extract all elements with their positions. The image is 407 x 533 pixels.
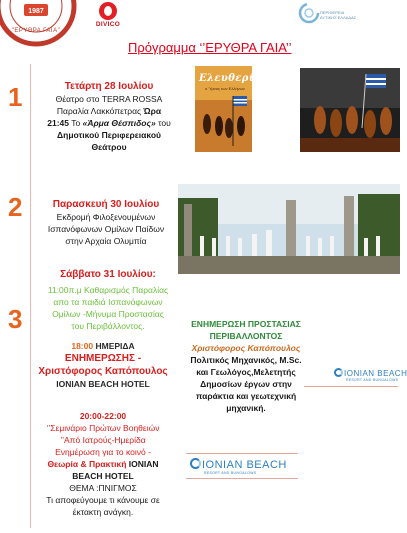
first-aid-desc: έκτακτη ανάγκη. [72,507,134,517]
ionian-swirl-icon [334,368,343,377]
first-aid-block [28,410,178,518]
seminar-time-label: 18:00 ΗΜΕΡΙΔΑ [71,341,135,351]
speaker-bio: μηχανική. [226,403,266,413]
event-1 [34,80,184,153]
ionian-logo-text: IONIAN BEACH [344,369,407,378]
region-swirl-icon [298,2,320,24]
event-2-date: Παρασκευή 30 Ιουλίου [52,199,160,210]
ionian-divider [304,386,398,387]
speaker-bio: Πολιτικός Μηχανικός, M.Sc. [190,355,302,365]
speaker-bio: παράκτια και γεωτεχνική [195,391,297,401]
event-number-2: 2 [8,192,23,222]
cleanup-line: του Περιβάλλοντος. [71,321,145,331]
first-aid-line: Ενημέρωση για το κοινό - [55,447,151,457]
seminar-block [28,340,178,390]
event-2 [36,198,176,247]
first-aid-line: Θεωρία & Πρακτική IONIAN [47,459,159,469]
seminar-venue: IONIAN BEACH HOTEL [56,379,150,389]
event-2-line: στην Αρχαία Ολυμπία [65,236,147,246]
speaker-bio: και Γεωλόγος,Μελετητής [196,367,296,377]
seal-year: 1987 [28,8,44,15]
ionian-beach-logo [334,368,407,382]
speaker-name: Χριστόφορος Καπόπουλος [191,343,301,353]
cleanup-line: Ομίλων -Μήνυμα Προστασίας [52,309,164,319]
event-2-line: Ισπανόφωνων Ομίλων Παίδων [47,224,165,234]
event-number-1: 1 [8,82,23,112]
divico-logo [88,2,128,32]
ionian-swirl-icon [190,458,201,469]
poster-title: Ελευθερία [199,73,263,84]
ionian-logo-tagline: RESORT AND BUNGALOWS [346,378,399,382]
speaker-heading: ΕΝΗΜΕΡΩΣΗ ΠΡΟΣΤΑΣΙΑΣ [191,319,301,329]
event-1-line: Παραλία Λακκόπετρας Ώρα [56,106,162,116]
poster-subtitle: ο Ύμνος των Ελλήνων [205,86,245,91]
event-1-line: Δημοτικού Περιφερειακού [57,130,161,140]
event-1-line: 21:45 Το «Άρμα Θέσπιδος» του [47,118,171,128]
first-aid-theme: ΘΕΜΑ :ΠΝΙΓΜΟΣ [69,483,137,493]
first-aid-line: ‘’Σεμινάριο Πρώτων Βοηθειών [46,423,160,433]
first-aid-line: ’’Από Ιατρούς-Ημερίδα [60,435,146,445]
event-1-line: Θέατρο στο TERRA ROSSA [55,94,163,104]
svg-text:"ΕΡΥΘΡΑ ΓΑΙΑ": "ΕΡΥΘΡΑ ΓΑΙΑ" [11,28,61,34]
divico-name: DIVICO [95,21,121,28]
event-2-line: Εκδρομή Φιλοξενουμένων [56,212,156,222]
region-name: ΠΕΡΙΦΕΡΕΙΑ ΔΥΤΙΚΗΣ ΕΛΛΑΔΑΣ [320,10,357,20]
seminar-speaker: Χριστόφορος Καπόπουλος [38,366,168,377]
ionian-beach-logo [190,458,287,475]
ionian-logo-text: IONIAN BEACH [202,459,287,471]
event-3 [34,268,182,332]
event-1-line: Θεάτρου [91,142,127,152]
speaker-heading: ΠΕΡΙΒΑΛΛΟΝΤΟΣ [209,331,283,341]
speaker-info [190,318,302,414]
first-aid-time: 20:00-22:00 [79,411,127,421]
seminar-title: ΕΝΗΜΕΡΩΣΗΣ - [64,353,142,364]
first-aid-desc: Τι αποφεύγουμε τι κάνουμε σε [46,495,160,505]
ionian-logo-tagline: RESORT AND BUNGALOWS [204,471,257,475]
dance-performance-image [300,68,400,152]
ancient-olympia-image [178,184,400,274]
ionian-divider [186,453,298,454]
region-logo [298,2,358,42]
cleanup-line: 11:00π.μ Καθαρισμός Παραλίας [47,285,169,295]
ionian-divider [186,478,298,479]
speaker-bio: Δημοσίων έργων στην [200,379,292,389]
event-1-date: Τετάρτη 28 Ιουλίου [64,81,154,92]
club-seal-logo [0,0,78,48]
page-title: Πρόγραμμα ‘’ΕΡΥΘΡΑ ΓΑΙΑ’’ [128,40,292,55]
event-3-date: Σάββατο 31 Ιουλίου: [60,269,156,280]
cleanup-line: απο τα παιδιά Ισπανόφωνων [53,297,163,307]
eleftheria-poster-image [195,66,263,152]
first-aid-venue: BEACH HOTEL [72,471,134,481]
divico-mark-icon [99,2,117,20]
event-number-3: 3 [8,304,23,334]
